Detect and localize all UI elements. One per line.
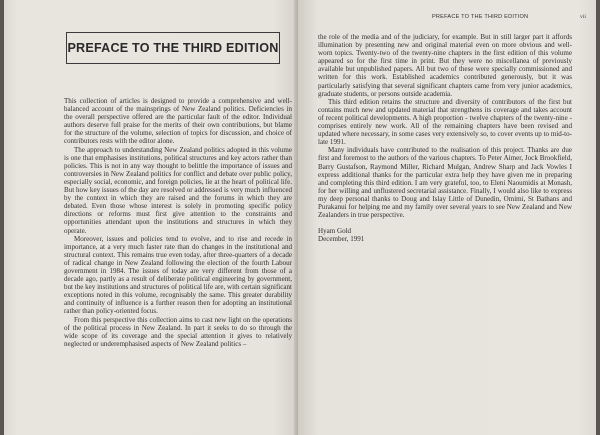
left-paragraph-3: Moreover, issues and policies tend to evolve, and to rise and recede in importance, at a very much faster rate than do changes in the institutional and structural context. This remains true even today, after three-quarters of a decade of radical change in New Zealand following the election of the fourth Labour government in 1984. The issues of today are very different from those of a decade ago, partly as a result of deliberate political engineering by government, but the key institutions and structures of political life are, with certain significant exceptions noted in this volume, recognisably the same. This greater durability and continuity of influence is a further reason then for adopting an institutional rather than policy-oriented focus. bbox=[64, 234, 292, 316]
right-paragraph-1: the role of the media and of the judiciary, for example. But in still larger part it affords illumination by presenting new and original material even on more obvious and well-worn topics. Twenty-two of the twenty-nine chapters in the first edition of this volume appeared so for the first time in print. But they were no miscellanea of previously available but unpublished papers. All but two of these were specially commissioned and written for this work. Established academics contributed generously, but it was particularly satisfying that several significant chapters came from very junior academics, graduate students, or persons outside academia. bbox=[318, 33, 572, 98]
signature-name: Hyam Gold bbox=[318, 227, 352, 236]
right-page bbox=[298, 0, 596, 435]
left-paragraph-4: From this perspective this collection aims to cast new light on the operations of the political process in New Zealand. In part it seeks to do so through the wide scope of its coverage and the special attention it gives to relatively neglected or underemphasised aspects of New Zealand politics – bbox=[64, 315, 292, 348]
right-body-text bbox=[318, 33, 572, 243]
right-paragraph-3: Many individuals have contributed to the realisation of this project. Thanks are due first and foremost to the authors of the various chapters. To Peter Aimer, Jock Brookfield, Barry Gustafson, Raymond Miller, Richard Mulgan, Andrew Sharp and Jack Vowles I express additional thanks for the particular extra help they have given me in preparing and completing this third edition. I am very grateful, too, to Eleni Naoumidis at Monash, for her willing and unflustered secretarial assistance. Finally, I would also like to express my deep personal thanks to Doug and Islay Little of Dunedin, Omimi, St Bathans and Purakanui for helping me and my family over several years to see New Zealand and New Zealanders in true perspective. bbox=[318, 146, 572, 220]
chapter-title-box bbox=[66, 32, 280, 64]
signature-block bbox=[318, 227, 572, 243]
right-paragraph-2: This third edition retains the structure and diversity of contributors of the first but contains much new and updated material that strengthens its coverage and takes account of recent political developments. A high proportion - twelve chapters of the twenty-nine - comprises entirely new work. All of the remaining chapters have been revised and updated where necessary, in some cases very extensively so, to cover events up to mid-to-late 1991. bbox=[318, 97, 572, 147]
running-head: PREFACE TO THE THIRD EDITION bbox=[432, 14, 529, 20]
left-page bbox=[4, 0, 298, 435]
signature-date: December, 1991 bbox=[318, 235, 365, 244]
page-number: vii bbox=[580, 14, 586, 20]
left-body-text bbox=[64, 97, 292, 348]
left-paragraph-2: The approach to understanding New Zealand politics adopted in this volume is one that emphasises institutions, political structures and key actors rather than policies. This is not in any way thought to belittle the importance of issues and controversies in New Zealand politics for conflict and debate over public policy, especially social, economic, and foreign policies, lie at the heart of political life. But how key issues of the day are resolved or addressed is very much influenced by the context in which they are raised and the forums in which they are debated. Even those whose interest is solely in promoting specific policy directions or reforms must first give attention to the constraints and opportunities attendant upon the institutions and structures in which they operate. bbox=[64, 145, 292, 235]
chapter-title: PREFACE TO THE THIRD EDITION bbox=[67, 41, 279, 55]
left-paragraph-1: This collection of articles is designed to provide a comprehensive and well-balanced account of the mainsprings of New Zealand politics. Deficiencies in the overall perspective offered are the particular fault of the editor. Individual authors deserve full praise for the merits of their own contributions, but blame for the structure of the volume, selection of topics for discussion, and choice of contributors rests with the editor alone. bbox=[64, 97, 292, 146]
